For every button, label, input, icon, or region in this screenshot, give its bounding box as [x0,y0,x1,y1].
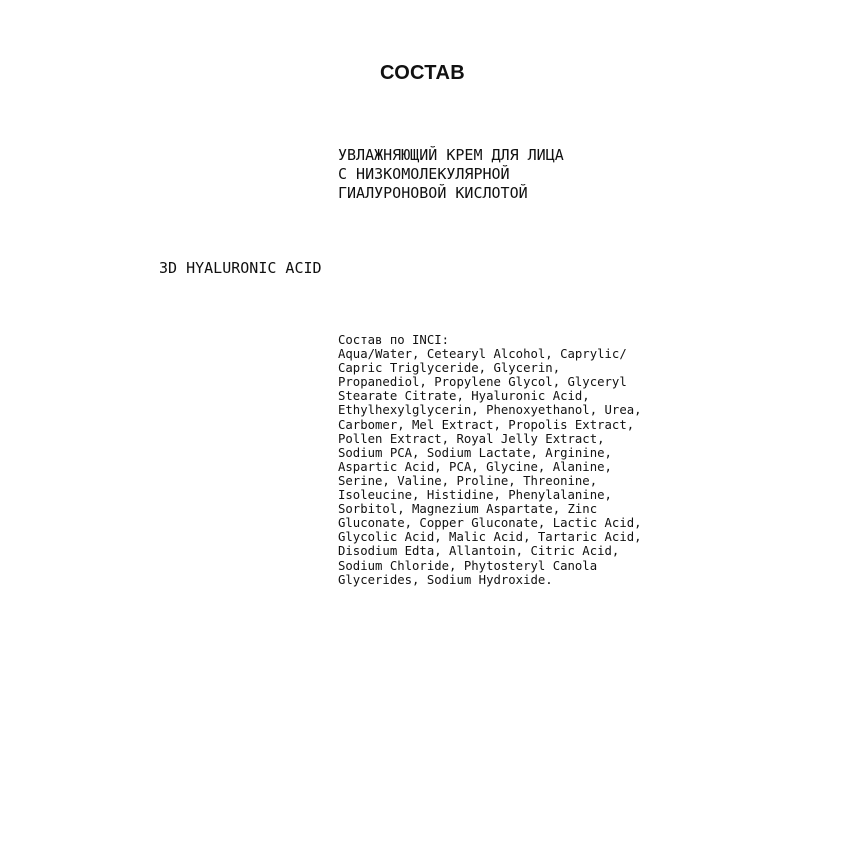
inci-line: Carbomer, Mel Extract, Propolis Extract, [338,417,635,432]
inci-line: Aspartic Acid, PCA, Glycine, Alanine, [338,459,612,474]
inci-line: Sodium Chloride, Phytosteryl Canola [338,558,598,573]
inci-line: Glycerides, Sodium Hydroxide. [338,572,553,587]
inci-line: Sodium PCA, Sodium Lactate, Arginine, [338,445,612,460]
inci-line: Gluconate, Copper Gluconate, Lactic Acid, [338,516,642,531]
inci-line: Stearate Citrate, Hyaluronic Acid, [338,389,590,404]
inci-line: Pollen Extract, Royal Jelly Extract, [338,431,605,446]
inci-line: Capric Triglyceride, Glycerin, [338,361,561,376]
product-description [338,146,564,203]
page-title: СОСТАВ [379,62,466,84]
inci-line: Glycolic Acid, Malic Acid, Tartaric Acid, [338,530,642,545]
inci-line: Propanediol, Propylene Glycol, Glyceryl [338,375,627,390]
inci-line: Ethylhexylglycerin, Phenoxyethanol, Urea, [338,403,642,418]
inci-ingredients-block [338,333,642,587]
product-description-line: ГИАЛУРОНОВОЙ КИСЛОТОЙ [338,184,528,202]
inci-heading: Состав по INCI: [338,333,450,347]
product-name: 3D HYALURONIC ACID [159,259,322,277]
inci-line: Disodium Edta, Allantoin, Citric Acid, [338,544,620,559]
inci-line: Isoleucine, Histidine, Phenylalanine, [338,488,612,503]
inci-line: Sorbitol, Magnezium Aspartate, Zinc [338,502,598,517]
inci-line: Serine, Valine, Proline, Threonine, [338,473,598,488]
product-description-line: УВЛАЖНЯЮЩИЙ КРЕМ ДЛЯ ЛИЦА [338,146,564,164]
inci-line: Aqua/Water, Cetearyl Alcohol, Caprylic/ [338,347,627,362]
product-description-line: С НИЗКОМОЛЕКУЛЯРНОЙ [338,165,510,183]
